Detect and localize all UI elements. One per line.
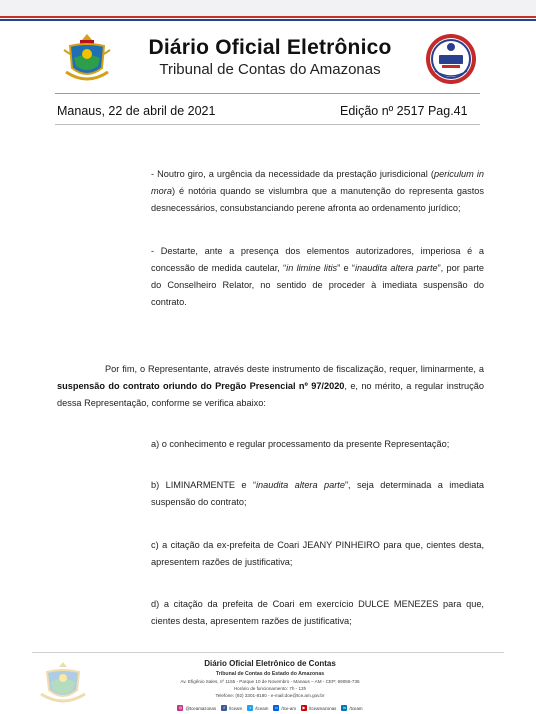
instagram-icon: ◎ xyxy=(178,705,183,710)
p3-text-c: , e, no mérito, a regular instrução dessa Representação, conforme se verifica abaixo: xyxy=(57,381,484,408)
social-label: /tceamazonas xyxy=(309,705,337,711)
footer-social-links xyxy=(150,703,390,713)
top-bar xyxy=(0,0,536,17)
social-facebook[interactable] xyxy=(221,705,242,711)
social-twitter[interactable] xyxy=(247,705,268,711)
youtube-icon: ▶ xyxy=(302,705,306,710)
top-blue-stripe xyxy=(0,19,536,21)
footer-contact: Telefone: (92) 3301-8180 - e-mail:doe@tce.am.gov.br xyxy=(215,693,325,698)
p2-text-e: ”, por parte do Conselheiro Relator, no sentido de proceder à imediata suspensão do contrato. xyxy=(151,263,485,307)
social-linkedin[interactable] xyxy=(341,705,362,711)
item-b-text-a: b) LIMINARMENTE e “ xyxy=(151,480,257,490)
p1-text-c: ) é notória quando se vislumbra que a manutenção do representa gastos desnecessários, consubstanciando perene afronta ao ordenamento jurídico; xyxy=(151,186,484,213)
meta-divider xyxy=(55,124,480,125)
list-item-a: a) o conhecimento e regular processamento da presente Representação; xyxy=(151,439,450,449)
paragraph-request xyxy=(57,361,484,412)
top-red-stripe xyxy=(0,16,536,18)
p2-italic-1: in limine litis xyxy=(286,263,338,273)
footer-subtitle: Tribunal de Contas do Estado do Amazonas xyxy=(215,671,325,677)
p1-italic: periculum in mora xyxy=(151,169,484,196)
paragraph-periculum xyxy=(151,166,484,217)
p2-text-a: - Destarte, ante a presença dos elementos autorizadores, imperiosa é a concessão de medida cautelar, “ xyxy=(151,246,484,273)
p2-italic-2: inaudita altera parte xyxy=(354,263,438,273)
coat-of-arms-logo xyxy=(62,32,112,84)
social-label: @tceamazonas xyxy=(185,705,217,711)
paragraph-cautelar xyxy=(151,243,484,311)
footer-hours: Horário de funcionamento: 7h - 13h xyxy=(233,686,307,691)
edition-page: Edição nº 2517 Pag.41 xyxy=(340,104,468,118)
item-b-text-c: ”, seja determinada a imediata suspensão do contrato; xyxy=(151,480,484,507)
p1-text-a: - Noutro giro, a urgência da necessidade da prestação jurisdicional ( xyxy=(151,169,434,179)
social-instagram[interactable] xyxy=(177,705,216,711)
page-header xyxy=(0,22,536,92)
p3-text-a: Por fim, o Representante, através deste instrumento de fiscalização, requer, liminarmente, a xyxy=(105,364,484,374)
footer-divider xyxy=(32,652,504,653)
twitter-icon: t xyxy=(247,705,253,711)
flickr-icon: •• xyxy=(274,705,278,710)
footer-title: Diário Oficial Eletrônico de Contas xyxy=(204,659,336,668)
p2-text-c: ” e “ xyxy=(337,263,355,273)
p3-bold: suspensão do contrato oriundo do Pregão Presencial nº 97/2020 xyxy=(57,381,345,391)
social-youtube[interactable] xyxy=(301,705,336,711)
list-item-d: d) a citação da prefeita de Coari em exercício DULCE MENEZES para que, cientes desta, apresentem razões de justificativa; xyxy=(151,599,484,626)
list-item-c: c) a citação da ex-prefeita de Coari JEANY PINHEIRO para que, cientes desta, apresentem razões de justificativa; xyxy=(151,540,484,567)
footer-coat-of-arms-logo xyxy=(37,660,89,706)
certified-institution-seal-icon xyxy=(425,33,477,85)
linkedin-icon: in xyxy=(342,705,346,710)
facebook-icon: f xyxy=(221,705,227,711)
list-item-b xyxy=(151,477,484,511)
page-subtitle: Tribunal de Contas do Amazonas xyxy=(159,61,381,78)
social-label: /tceam xyxy=(229,705,243,711)
social-label: /tceam xyxy=(349,705,363,711)
page-title: Diário Oficial Eletrônico xyxy=(148,36,392,59)
publication-date: Manaus, 22 de abril de 2021 xyxy=(57,104,216,118)
social-label: /tceam xyxy=(255,705,269,711)
social-label: /tce-am xyxy=(281,705,297,711)
social-flickr[interactable] xyxy=(273,705,296,711)
header-divider xyxy=(55,93,480,94)
item-b-italic: inaudita altera parte xyxy=(256,480,345,490)
footer-address: Av. Efigênio Sales, nº 1155 - Parque 10 de Novembro - Manaus – AM - CEP: 69055-736 xyxy=(180,679,360,684)
